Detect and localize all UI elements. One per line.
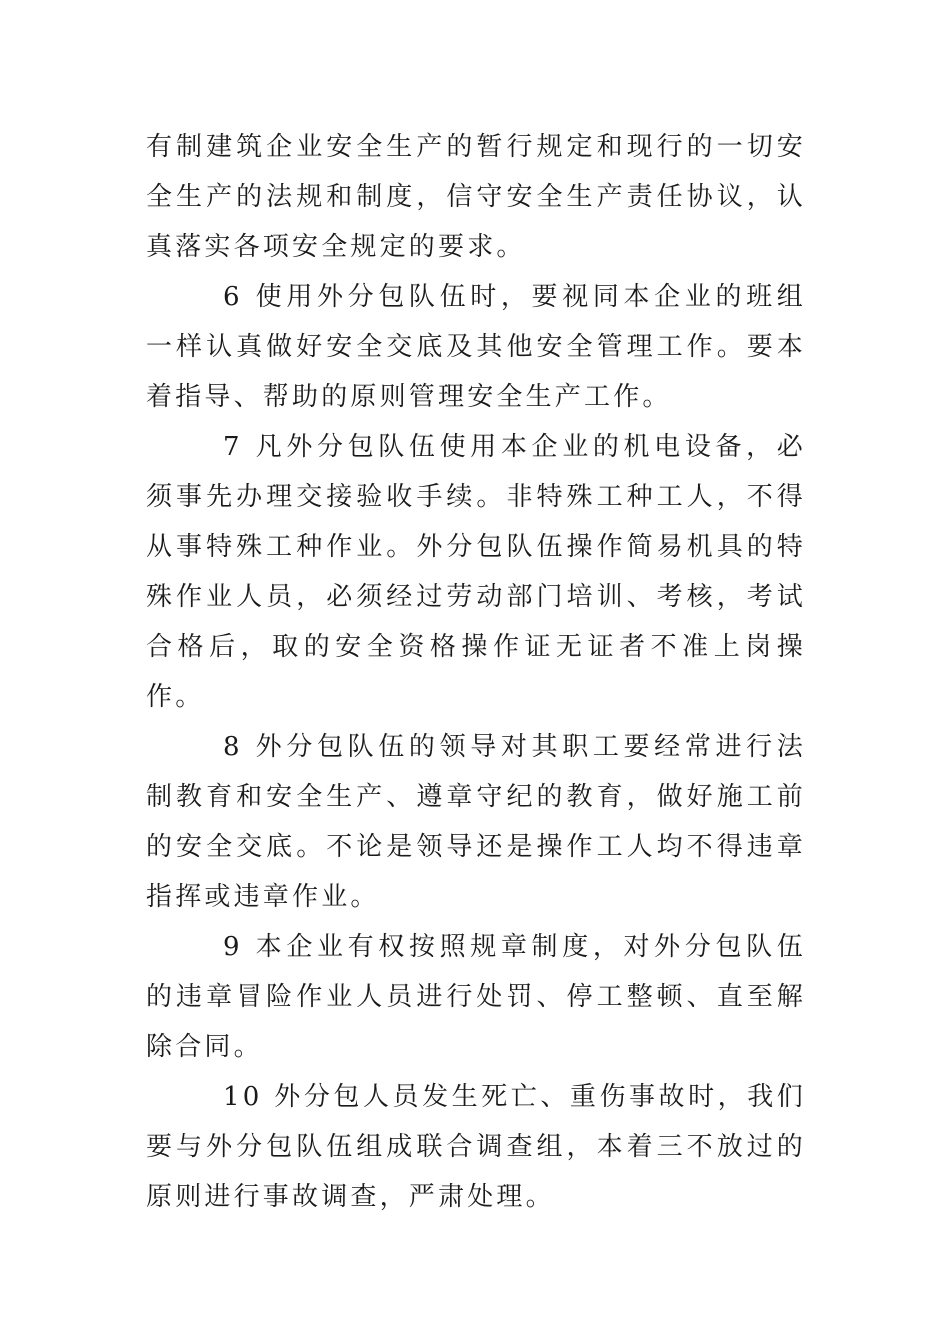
paragraph-item-9: 9 本企业有权按照规章制度，对外分包队伍的违章冒险作业人员进行处罚、停工整顿、直至解除合同。	[146, 932, 806, 1062]
paragraph-item-10: 10 外分包人员发生死亡、重伤事故时，我们要与外分包队伍组成联合调查组，本着三不放过的原则进行事故调查，严肃处理。	[146, 1082, 806, 1212]
paragraph-item-7: 7 凡外分包队伍使用本企业的机电设备，必须事先办理交接验收手续。非特殊工种工人，不得从事特殊工种作业。外分包队伍操作简易机具的特殊作业人员，必须经过劳动部门培训、考核，考试合格后，取的安全资格操作证无证者不准上岗操作。	[146, 432, 806, 712]
paragraph-item-8: 8 外分包队伍的领导对其职工要经常进行法制教育和安全生产、遵章守纪的教育，做好施工前的安全交底。不论是领导还是操作工人均不得违章指挥或违章作业。	[146, 732, 806, 912]
paragraph-item-6: 6 使用外分包队伍时，要视同本企业的班组一样认真做好安全交底及其他安全管理工作。要本着指导、帮助的原则管理安全生产工作。	[146, 282, 806, 412]
paragraph-continuation: 有制建筑企业安全生产的暂行规定和现行的一切安全生产的法规和制度，信守安全生产责任协议，认真落实各项安全规定的要求。	[146, 132, 806, 262]
document-body	[146, 122, 806, 1222]
